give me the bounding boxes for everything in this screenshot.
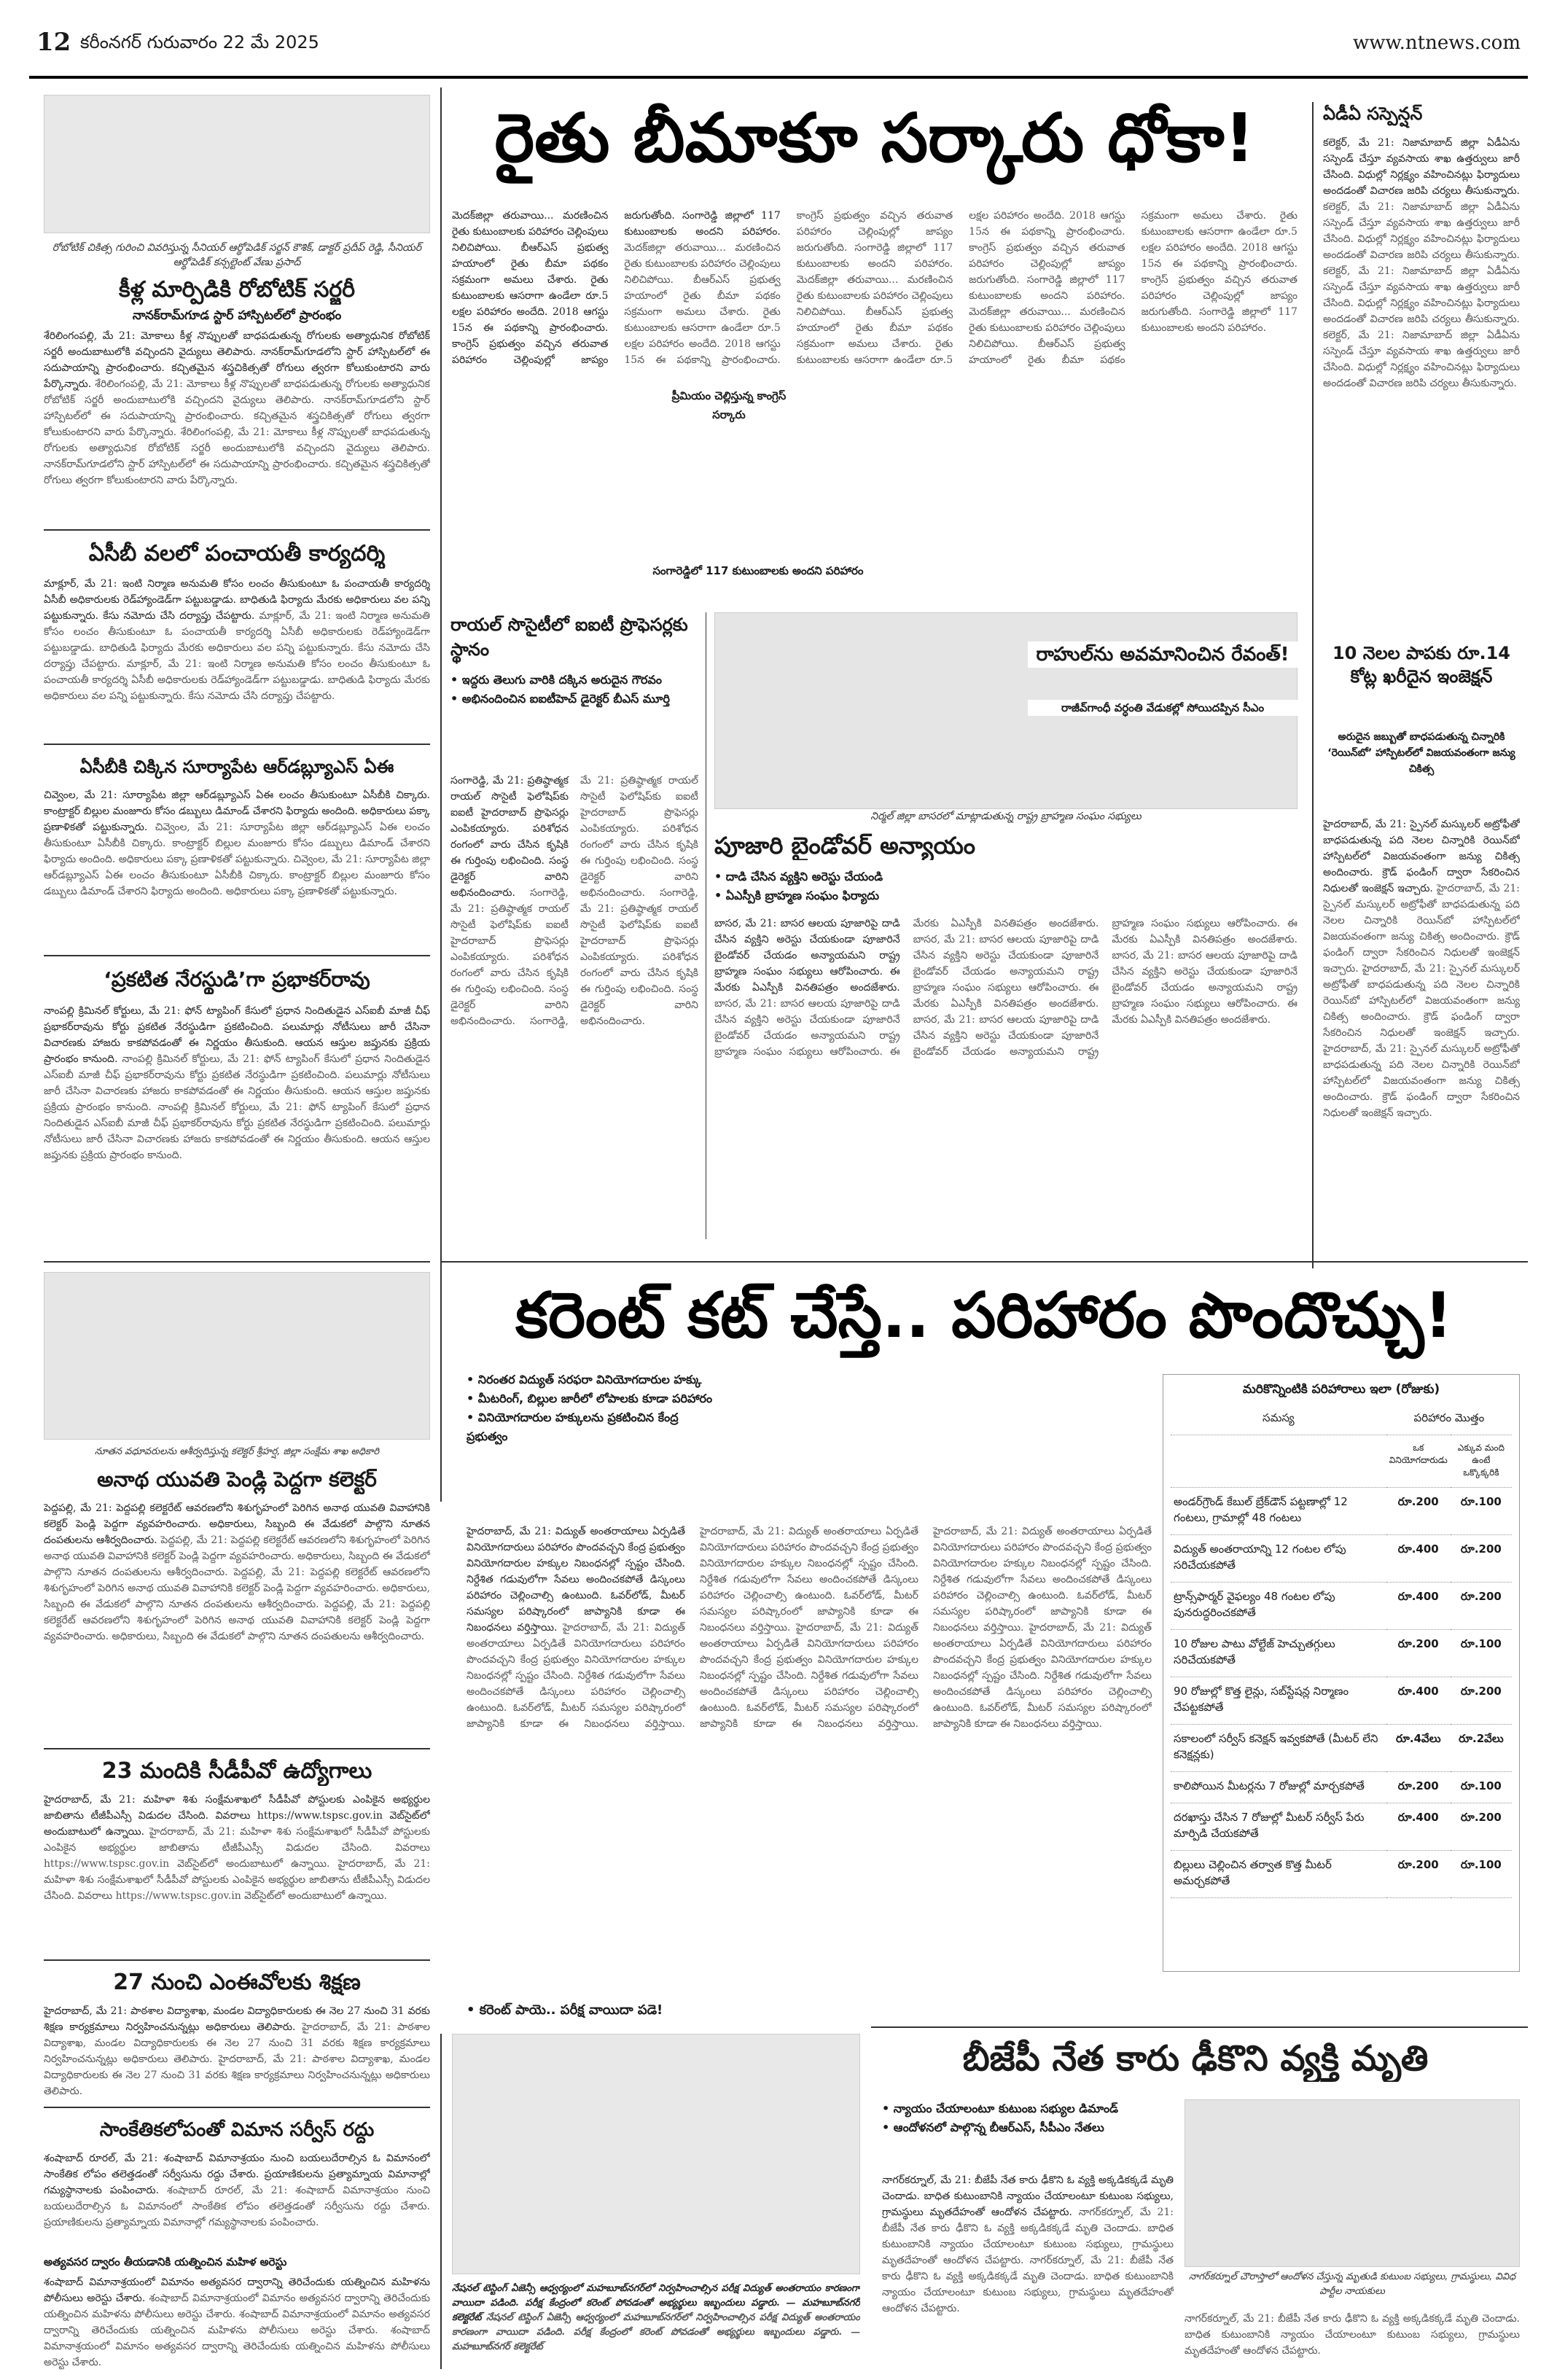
table-row: 10 రోజుల పాటు వోల్టేజ్ హెచ్చుతగ్గులు సరిచేయకపోతే రూ.200 రూ.100 xyxy=(1171,1630,1512,1677)
lead-story-body: మెదక్‌జిల్లా తరువాయి... మరణించిన రైతు కుటుంబాలకు పరిహారం చెల్లింపులు నిలిచిపోయి. బీఆర్‌ఎస్ ప్రభుత్వ హయాంలో రైతు బీమా పథకం సక్రమంగా అమలు చేశారు. రైతు కుటుంబాలకు ఆసరాగా ఉండేలా రూ.5 లక్షల పరిహారం అందేది. 2018 ఆగస్టు 15న ఈ పథకాన్ని ప్రారంభించారు. కాంగ్రెస్ ప్రభుత్వం వచ్చిన తరువాత పరిహారం చెల్లింపుల్లో జాప్యం జరుగుతోంది. సంగారెడ్డి జిల్లాలో 117 కుటుంబాలకు అందని పరిహారం. మెదక్‌జిల్లా తరువాయి... మరణించిన రైతు కుటుంబాలకు పరిహారం చెల్లింపులు నిలిచిపోయి. బీఆర్‌ఎస్ ప్రభుత్వ హయాంలో రైతు బీమా పథకం సక్రమంగా అమలు చేశారు. రైతు కుటుంబాలకు ఆసరాగా ఉండేలా రూ.5 లక్షల పరిహారం అందేది. 2018 ఆగస్టు 15న ఈ పథకాన్ని ప్రారంభించారు. కాంగ్రెస్ ప్రభుత్వం వచ్చిన తరువాత పరిహారం చెల్లింపుల్లో జాప్యం జరుగుతోంది. సంగారెడ్డి జిల్లాలో 117 కుటుంబాలకు అందని పరిహారం. మెదక్‌జిల్లా తరువాయి... మరణించిన రైతు కుటుంబాలకు పరిహారం చెల్లింపులు నిలిచిపోయి. బీఆర్‌ఎస్ ప్రభుత్వ హయాంలో రైతు బీమా పథకం సక్రమంగా అమలు చేశారు. రైతు కుటుంబాలకు ఆసరాగా ఉండేలా రూ.5 లక్షల పరిహారం అందేది. 2018 ఆగస్టు 15న ఈ పథకాన్ని ప్రారంభించారు. కాంగ్రెస్ ప్రభుత్వం వచ్చిన తరువాత పరిహారం చెల్లింపుల్లో జాప్యం జరుగుతోంది. సంగారెడ్డి జిల్లాలో 117 కుటుంబాలకు అందని పరిహారం. మెదక్‌జిల్లా తరువాయి... మరణించిన రైతు కుటుంబాలకు పరిహారం చెల్లింపులు నిలిచిపోయి. బీఆర్‌ఎస్ ప్రభుత్వ హయాంలో రైతు బీమా పథకం సక్రమంగా అమలు చేశారు. రైతు కుటుంబాలకు ఆసరాగా ఉండేలా రూ.5 లక్షల పరిహారం అందేది. 2018 ఆగస్టు 15న ఈ పథకాన్ని ప్రారంభించారు. కాంగ్రెస్ ప్రభుత్వం వచ్చిన తరువాత పరిహారం చెల్లింపుల్లో జాప్యం జరుగుతోంది. సంగారెడ్డి జిల్లాలో 117 కుటుంబాలకు అందని పరిహారం. xyxy=(452,210,1298,366)
adp-body: కలెక్టర్, మే 21: నిజామాబాద్ జిల్లా ఏడీఏను సస్పెండ్ చేస్తూ వ్యవసాయ శాఖ ఉత్తర్వులు జారీ చేసింది. విధుల్లో నిర్లక్ష్యం వహించినట్లు ఫిర్యాదులు అందడంతో విచారణ జరిపి చర్యలు తీసుకున్నారు. కలెక్టర్, మే 21: నిజామాబాద్ జిల్లా ఏడీఏను సస్పెండ్ చేస్తూ వ్యవసాయ శాఖ ఉత్తర్వులు జారీ చేసింది. విధుల్లో నిర్లక్ష్యం వహించినట్లు ఫిర్యాదులు అందడంతో విచారణ జరిపి చర్యలు తీసుకున్నారు. కలెక్టర్, మే 21: నిజామాబాద్ జిల్లా ఏడీఏను సస్పెండ్ చేస్తూ వ్యవసాయ శాఖ ఉత్తర్వులు జారీ చేసింది. విధుల్లో నిర్లక్ష్యం వహించినట్లు ఫిర్యాదులు అందడంతో విచారణ జరిపి చర్యలు తీసుకున్నారు. కలెక్టర్, మే 21: నిజామాబాద్ జిల్లా ఏడీఏను సస్పెండ్ చేస్తూ వ్యవసాయ శాఖ ఉత్తర్వులు జారీ చేసింది. విధుల్లో నిర్లక్ష్యం వహించినట్లు ఫిర్యాదులు అందడంతో విచారణ జరిపి చర్యలు తీసుకున్నారు. xyxy=(1323,137,1520,389)
pujari-bullet: • ఏఎస్పీకి బ్రాహ్మణ సంఘం ఫిర్యాదు xyxy=(714,886,1021,905)
lead-caption-bottom: సంగారెడ్డిలో 117 కుటుంబాలకు అందని పరిహారం xyxy=(612,561,904,580)
flight-subhead: అత్యవసర ద్వారం తీయడానికి యత్నించిన మహిళ అరెస్టు xyxy=(44,2255,287,2268)
bjp-bullet: • ఆందోళనలో పాల్గొన్న బీఆర్‌ఎస్, సీపీఎం నేతలు xyxy=(882,2118,1174,2137)
table-row: ట్రాన్స్‌ఫార్మర్ వైఫల్యం 48 గంటల లోపు పునరుద్ధరించకపోతే రూ.400 రూ.200 xyxy=(1171,1583,1512,1630)
pujari-bullet: • దాడి చేసిన వ్యక్తిని అరెస్టు చేయండి xyxy=(714,867,1021,886)
rule xyxy=(44,529,430,531)
masthead xyxy=(29,22,1528,73)
power-bullet: • మీటరింగ్, బిల్లుల జారీలో లోపాలకు కూడా పరిహారం xyxy=(467,1389,714,1408)
robotic-photo xyxy=(44,95,430,233)
wedding-body: పెద్దపల్లి, మే 21: పెద్దపల్లి కలెక్టరేట్ ఆవరణలోని శిశుగృహంలో పెరిగిన అనాథ యువతి వివాహానికి కలెక్టర్ పెండ్లి పెద్దగా వ్యవహరించారు. అధికారులు, సిబ్బంది ఈ వేడుకలో పాల్గొని నూతన దంపతులను ఆశీర్వదించారు. పెద్దపల్లి, మే 21: పెద్దపల్లి కలెక్టరేట్ ఆవరణలోని శిశుగృహంలో పెరిగిన అనాథ యువతి వివాహానికి కలెక్టర్ పెండ్లి పెద్దగా వ్యవహరించారు. అధికారులు, సిబ్బంది ఈ వేడుకలో పాల్గొని నూతన దంపతులను ఆశీర్వదించారు. పెద్దపల్లి, మే 21: పెద్దపల్లి కలెక్టరేట్ ఆవరణలోని శిశుగృహంలో పెరిగిన అనాథ యువతి వివాహానికి కలెక్టర్ పెండ్లి పెద్దగా వ్యవహరించారు. అధికారులు, సిబ్బంది ఈ వేడుకలో పాల్గొని నూతన దంపతులను ఆశీర్వదించారు. పెద్దపల్లి, మే 21: పెద్దపల్లి కలెక్టరేట్ ఆవరణలోని శిశుగృహంలో పెరిగిన అనాథ యువతి వివాహానికి కలెక్టర్ పెండ్లి పెద్దగా వ్యవహరించారు. అధికారులు, సిబ్బంది ఈ వేడుకలో పాల్గొని నూతన దంపతులను ఆశీర్వదించారు. xyxy=(44,1502,430,1642)
rule xyxy=(44,1748,430,1749)
date-line: కరీంనగర్ గురువారం 22 మే 2025 xyxy=(80,32,319,52)
rule xyxy=(44,744,430,745)
bjp-bullets xyxy=(882,2099,1174,2137)
flight-headline: సాంకేతికలోపంతో విమాన సర్వీస్ రద్దు xyxy=(99,2119,375,2141)
wedding-photo xyxy=(44,1272,430,1440)
flight-body: శంషాబాద్ రూరల్, మే 21: శంషాబాద్ విమానాశ్రయం నుంచి బయలుదేరాల్సిన ఓ విమానంలో సాంకేతిక లోపం తలెత్తడంతో సర్వీసును రద్దు చేశారు. ప్రయాణికులను ప్రత్యామ్నాయ విమానాల్లో గమ్యస్థానాలకు పంపించారు. శంషాబాద్ రూరల్, మే 21: శంషాబాద్ విమానాశ్రయం నుంచి బయలుదేరాల్సిన ఓ విమానంలో సాంకేతిక లోపం తలెత్తడంతో సర్వీసును రద్దు చేశారు. ప్రయాణికులను ప్రత్యామ్నాయ విమానాల్లో గమ్యస్థానాలకు పంపించారు. xyxy=(44,2153,430,2228)
column-header: ఒక వినియోగదారుడు xyxy=(1386,1435,1451,1488)
table-row: బిల్లులు చెల్లించిన తర్వాత కొత్త మీటర్ అమర్చకపోతే రూ.200 రూ.100 xyxy=(1171,1851,1512,1898)
acb1-headline: ఏసీబీ వలలో పంచాయతీ కార్యదర్శి xyxy=(88,541,386,566)
power-body: హైదరాబాద్, మే 21: విద్యుత్ అంతరాయాలు ఏర్పడితే వినియోగదారులు పరిహారం పొందవచ్చని కేంద్ర ప్రభుత్వం వినియోగదారుల హక్కుల నిబంధనల్లో స్పష్టం చేసింది. నిర్దేశిత గడువులోగా సేవలు అందించకపోతే డిస్కంలు పరిహారం చెల్లించాల్సి ఉంటుంది. ఓవర్‌లోడ్, మీటర్ సమస్యల పరిష్కారంలో జాప్యానికి కూడా ఈ నిబంధనలు వర్తిస్తాయి. హైదరాబాద్, మే 21: విద్యుత్ అంతరాయాలు ఏర్పడితే వినియోగదారులు పరిహారం పొందవచ్చని కేంద్ర ప్రభుత్వం వినియోగదారుల హక్కుల నిబంధనల్లో స్పష్టం చేసింది. నిర్దేశిత గడువులోగా సేవలు అందించకపోతే డిస్కంలు పరిహారం చెల్లించాల్సి ఉంటుంది. ఓవర్‌లోడ్, మీటర్ సమస్యల పరిష్కారంలో జాప్యానికి కూడా ఈ నిబంధనలు వర్తిస్తాయి. హైదరాబాద్, మే 21: విద్యుత్ అంతరాయాలు ఏర్పడితే వినియోగదారులు పరిహారం పొందవచ్చని కేంద్ర ప్రభుత్వం వినియోగదారుల హక్కుల నిబంధనల్లో స్పష్టం చేసింది. నిర్దేశిత గడువులోగా సేవలు అందించకపోతే డిస్కంలు పరిహారం చెల్లించాల్సి ఉంటుంది. ఓవర్‌లోడ్, మీటర్ సమస్యల పరిష్కారంలో జాప్యానికి కూడా ఈ నిబంధనలు వర్తిస్తాయి. హైదరాబాద్, మే 21: విద్యుత్ అంతరాయాలు ఏర్పడితే వినియోగదారులు పరిహారం పొందవచ్చని కేంద్ర ప్రభుత్వం వినియోగదారుల హక్కుల నిబంధనల్లో స్పష్టం చేసింది. నిర్దేశిత గడువులోగా సేవలు అందించకపోతే డిస్కంలు పరిహారం చెల్లించాల్సి ఉంటుంది. ఓవర్‌లోడ్, మీటర్ సమస్యల పరిష్కారంలో జాప్యానికి కూడా ఈ నిబంధనలు వర్తిస్తాయి. హైదరాబాద్, మే 21: విద్యుత్ అంతరాయాలు ఏర్పడితే వినియోగదారులు పరిహారం పొందవచ్చని కేంద్ర ప్రభుత్వం వినియోగదారుల హక్కుల నిబంధనల్లో స్పష్టం చేసింది. నిర్దేశిత గడువులోగా సేవలు అందించకపోతే డిస్కంలు పరిహారం చెల్లించాల్సి ఉంటుంది. ఓవర్‌లోడ్, మీటర్ సమస్యల పరిష్కారంలో జాప్యానికి కూడా ఈ నిబంధనలు వర్తిస్తాయి. హైదరాబాద్, మే 21: విద్యుత్ అంతరాయాలు ఏర్పడితే వినియోగదారులు పరిహారం పొందవచ్చని కేంద్ర ప్రభుత్వం వినియోగదారుల హక్కుల నిబంధనల్లో స్పష్టం చేసింది. నిర్దేశిత గడువులోగా సేవలు అందించకపోతే డిస్కంలు పరిహారం చెల్లించాల్సి ఉంటుంది. ఓవర్‌లోడ్, మీటర్ సమస్యల పరిష్కారంలో జాప్యానికి కూడా ఈ నిబంధనలు వర్తిస్తాయి. xyxy=(467,1526,1152,1730)
rule xyxy=(44,1261,430,1263)
pujari-photo-caption: నిర్మల్ జిల్లా బాసరలో మాట్లాడుతున్న రాష్ట్ర బ్రాహ్మణ సంఘం సభ్యులు xyxy=(870,811,1142,822)
power-bullet: • నిరంతర విద్యుత్ సరఫరా వినియోగదారుల హక్కు xyxy=(467,1370,714,1389)
society-body: సంగారెడ్డి, మే 21: ప్రతిష్ఠాత్మక రాయల్ సొసైటీ ఫెలోషిప్‌కు ఐఐటీ హైదరాబాద్ ప్రొఫెసర్లు ఎంపికయ్యారు. పరిశోధన రంగంలో వారు చేసిన కృషికి ఈ గుర్తింపు లభించింది. సంస్థ డైరెక్టర్ వారిని అభినందించారు. సంగారెడ్డి, మే 21: ప్రతిష్ఠాత్మక రాయల్ సొసైటీ ఫెలోషిప్‌కు ఐఐటీ హైదరాబాద్ ప్రొఫెసర్లు ఎంపికయ్యారు. పరిశోధన రంగంలో వారు చేసిన కృషికి ఈ గుర్తింపు లభించింది. సంస్థ డైరెక్టర్ వారిని అభినందించారు. సంగారెడ్డి, మే 21: ప్రతిష్ఠాత్మక రాయల్ సొసైటీ ఫెలోషిప్‌కు ఐఐటీ హైదరాబాద్ ప్రొఫెసర్లు ఎంపికయ్యారు. పరిశోధన రంగంలో వారు చేసిన కృషికి ఈ గుర్తింపు లభించింది. సంస్థ డైరెక్టర్ వారిని అభినందించారు. సంగారెడ్డి, మే 21: ప్రతిష్ఠాత్మక రాయల్ సొసైటీ ఫెలోషిప్‌కు ఐఐటీ హైదరాబాద్ ప్రొఫెసర్లు ఎంపికయ్యారు. పరిశోధన రంగంలో వారు చేసిన కృషికి ఈ గుర్తింపు లభించింది. సంస్థ డైరెక్టర్ వారిని అభినందించారు. xyxy=(450,775,698,1027)
bjp-body: నాగర్‌కర్నూల్, మే 21: బీజేపీ నేత కారు ఢీకొని ఓ వ్యక్తి అక్కడికక్కడే మృతి చెందాడు. బాధిత కుటుంబానికి న్యాయం చేయాలంటూ కుటుంబ సభ్యులు, గ్రామస్థులు మృతదేహంతో ఆందోళన చేపట్టారు. నాగర్‌కర్నూల్, మే 21: బీజేపీ నేత కారు ఢీకొని ఓ వ్యక్తి అక్కడికక్కడే మృతి చెందాడు. బాధిత కుటుంబానికి న్యాయం చేయాలంటూ కుటుంబ సభ్యులు, గ్రామస్థులు మృతదేహంతో ఆందోళన చేపట్టారు. నాగర్‌కర్నూల్, మే 21: బీజేపీ నేత కారు ఢీకొని ఓ వ్యక్తి అక్కడికక్కడే మృతి చెందాడు. బాధిత కుటుంబానికి న్యాయం చేయాలంటూ కుటుంబ సభ్యులు, గ్రామస్థులు మృతదేహంతో ఆందోళన చేపట్టారు. xyxy=(882,2174,1174,2314)
training-body: హైదరాబాద్, మే 21: పాఠశాల విద్యాశాఖ, మండల విద్యాధికారులకు ఈ నెల 27 నుంచి 31 వరకు శిక్షణ కార్యక్రమాలు నిర్వహించనున్నట్లు అధికారులు తెలిపారు. హైదరాబాద్, మే 21: పాఠశాల విద్యాశాఖ, మండల విద్యాధికారులకు ఈ నెల 27 నుంచి 31 వరకు శిక్షణ కార్యక్రమాలు నిర్వహించనున్నట్లు అధికారులు తెలిపారు. హైదరాబాద్, మే 21: పాఠశాల విద్యాశాఖ, మండల విద్యాధికారులకు ఈ నెల 27 నుంచి 31 వరకు శిక్షణ కార్యక్రమాలు నిర్వహించనున్నట్లు అధికారులు తెలిపారు. xyxy=(44,2005,430,2097)
cdpo-headline: 23 మందికి సీడీపీవో ఉద్యోగాలు xyxy=(101,1758,372,1784)
table-row: సకాలంలో సర్వీస్ కనెక్షన్ ఇవ్వకపోతే (మీటర్ లేని కనెక్షన్లకు) రూ.4వేలు రూ.2వేలు xyxy=(1171,1725,1512,1772)
adp-headline: ఏడీఏ సస్పెన్షన్ xyxy=(1323,104,1423,124)
exam-story-body: నేషనల్ టెస్టింగ్ ఏజెన్సీ ఆధ్వర్యంలో మహబూబ్‌నగర్‌లో నిర్వహించాల్సిన పరీక్ష విద్యుత్ అంతరాయం కారణంగా వాయిదా పడింది. పరీక్ష కేంద్రంలో కరెంట్ పోవడంతో అభ్యర్థులు ఇబ్బందులు పడ్డారు. — మహబూబ్‌నగర్ కలెక్టరేట్ నేషనల్ టెస్టింగ్ ఏజెన్సీ ఆధ్వర్యంలో మహబూబ్‌నగర్‌లో నిర్వహించాల్సిన పరీక్ష విద్యుత్ అంతరాయం కారణంగా వాయిదా పడింది. పరీక్ష కేంద్రంలో కరెంట్ పోవడంతో అభ్యర్థులు ఇబ్బందులు పడ్డారు. — మహబూబ్‌నగర్ కలెక్టరేట్ xyxy=(452,2283,860,2352)
bjp-body-continued: నాగర్‌కర్నూల్, మే 21: బీజేపీ నేత కారు ఢీకొని ఓ వ్యక్తి అక్కడికక్కడే మృతి చెందాడు. బాధిత కుటుంబానికి న్యాయం చేయాలంటూ కుటుంబ సభ్యులు, గ్రామస్థులు మృతదేహంతో ఆందోళన చేపట్టారు. xyxy=(1185,2313,1520,2357)
acb2-body: చివ్వెంల, మే 21: సూర్యాపేట జిల్లా ఆర్‌డబ్ల్యూఎస్ ఏఈ లంచం తీసుకుంటూ ఏసీబీకి చిక్కారు. కాంట్రాక్టర్ బిల్లుల మంజూరు కోసం డబ్బులు డిమాండ్ చేశారని ఫిర్యాదు అందింది. అధికారులు పక్కా ప్రణాళికతో పట్టుకున్నారు. చివ్వెంల, మే 21: సూర్యాపేట జిల్లా ఆర్‌డబ్ల్యూఎస్ ఏఈ లంచం తీసుకుంటూ ఏసీబీకి చిక్కారు. కాంట్రాక్టర్ బిల్లుల మంజూరు కోసం డబ్బులు డిమాండ్ చేశారని ఫిర్యాదు అందింది. అధికారులు పక్కా ప్రణాళికతో పట్టుకున్నారు. చివ్వెంల, మే 21: సూర్యాపేట జిల్లా ఆర్‌డబ్ల్యూఎస్ ఏఈ లంచం తీసుకుంటూ ఏసీబీకి చిక్కారు. కాంట్రాక్టర్ బిల్లుల మంజూరు కోసం డబ్బులు డిమాండ్ చేశారని ఫిర్యాదు అందింది. అధికారులు పక్కా ప్రణాళికతో పట్టుకున్నారు. xyxy=(44,789,430,897)
society-bullets xyxy=(450,671,698,709)
bjp-bullet: • న్యాయం చేయాలంటూ కుటుంబ సభ్యుల డిమాండ్ xyxy=(882,2099,1174,2118)
acb2-headline: ఏసీబీకి చిక్కిన సూర్యాపేట ఆర్‌డబ్ల్యూఎస్ ఏఈ xyxy=(79,757,394,777)
table-row: 90 రోజుల్లో కొత్త లైన్లు, సబ్‌స్టేషన్ల నిర్మాణం చేపట్టకపోతే రూ.400 రూ.200 xyxy=(1171,1677,1512,1725)
training-headline: 27 నుంచి ఎంఈవోలకు శిక్షణ xyxy=(113,1970,361,1995)
power-footer-note: • కరెంట్ పాయె.. పరీక్ష వాయిదా పడె! xyxy=(467,2001,1123,2020)
robotic-headline: కీళ్ల మార్పిడికి రోబోటిక్ సర్జరీ xyxy=(118,277,356,303)
column-header: సమస్య xyxy=(1171,1404,1386,1435)
pujari-bullets xyxy=(714,867,1021,905)
table-row: దరఖాస్తు చేసిన 7 రోజుల్లో మీటర్ సర్వీస్ పేరు మార్పిడి చేయకపోతే రూ.400 రూ.200 xyxy=(1171,1803,1512,1851)
table-header-row xyxy=(1171,1404,1512,1435)
prabhakar-body: నాంపల్లి క్రిమినల్ కోర్టులు, మే 21: ఫోన్ ట్యాపింగ్ కేసులో ప్రధాన నిందితుడైన ఎస్‌ఐబీ మాజీ చీఫ్ ప్రభాకర్‌రావును కోర్టు ప్రకటిత నేరస్థుడిగా ప్రకటించింది. పలుమార్లు నోటీసులు జారీ చేసినా విచారణకు హాజరు కాకపోవడంతో ఈ నిర్ణయం తీసుకుంది. ఆయన ఆస్తుల జప్తునకు ప్రక్రియ ప్రారంభం కానుంది. నాంపల్లి క్రిమినల్ కోర్టులు, మే 21: ఫోన్ ట్యాపింగ్ కేసులో ప్రధాన నిందితుడైన ఎస్‌ఐబీ మాజీ చీఫ్ ప్రభాకర్‌రావును కోర్టు ప్రకటిత నేరస్థుడిగా ప్రకటించింది. పలుమార్లు నోటీసులు జారీ చేసినా విచారణకు హాజరు కాకపోవడంతో ఈ నిర్ణయం తీసుకుంది. ఆయన ఆస్తుల జప్తునకు ప్రక్రియ ప్రారంభం కానుంది. నాంపల్లి క్రిమినల్ కోర్టులు, మే 21: ఫోన్ ట్యాపింగ్ కేసులో ప్రధాన నిందితుడైన ఎస్‌ఐబీ మాజీ చీఫ్ ప్రభాకర్‌రావును కోర్టు ప్రకటిత నేరస్థుడిగా ప్రకటించింది. పలుమార్లు నోటీసులు జారీ చేసినా విచారణకు హాజరు కాకపోవడంతో ఈ నిర్ణయం తీసుకుంది. ఆయన ఆస్తుల జప్తునకు ప్రక్రియ ప్రారంభం కానుంది. xyxy=(44,1005,430,1161)
website-url: www.ntnews.com xyxy=(1352,32,1521,54)
section-rule xyxy=(440,1261,1528,1263)
remedies-table-box xyxy=(1163,1374,1520,1972)
robotic-body: శేరిలింగంపల్లి, మే 21: మోకాలు కీళ్ల నొప్పులతో బాధపడుతున్న రోగులకు అత్యాధునిక రోబోటిక్ సర్జరీ అందుబాటులోకి వచ్చిందని వైద్యులు తెలిపారు. నానక్‌రామ్‌గూడలోని స్టార్ హాస్పిటల్‌లో ఈ సదుపాయాన్ని ప్రారంభించారు. కచ్చితమైన శస్త్రచికిత్సతో రోగులు త్వరగా కోలుకుంటారని వారు పేర్కొన్నారు. శేరిలింగంపల్లి, మే 21: మోకాలు కీళ్ల నొప్పులతో బాధపడుతున్న రోగులకు అత్యాధునిక రోబోటిక్ సర్జరీ అందుబాటులోకి వచ్చిందని వైద్యులు తెలిపారు. నానక్‌రామ్‌గూడలోని స్టార్ హాస్పిటల్‌లో ఈ సదుపాయాన్ని ప్రారంభించారు. కచ్చితమైన శస్త్రచికిత్సతో రోగులు త్వరగా కోలుకుంటారని వారు పేర్కొన్నారు. శేరిలింగంపల్లి, మే 21: మోకాలు కీళ్ల నొప్పులతో బాధపడుతున్న రోగులకు అత్యాధునిక రోబోటిక్ సర్జరీ అందుబాటులోకి వచ్చిందని వైద్యులు తెలిపారు. నానక్‌రామ్‌గూడలోని స్టార్ హాస్పిటల్‌లో ఈ సదుపాయాన్ని ప్రారంభించారు. కచ్చితమైన శస్త్రచికిత్సతో రోగులు త్వరగా కోలుకుంటారని వారు పేర్కొన్నారు. xyxy=(44,330,430,486)
lead-caption-mid: ప్రీమియం చెల్లిస్తున్న కాంగ్రెస్ సర్కారు xyxy=(656,386,802,424)
table-row: అండర్‌గ్రౌండ్ కేబుల్ బ్రేక్‌డౌన్ పట్టణాల్లో 12 గంటలు, గ్రామాల్లో 48 గంటలు రూ.200 రూ.100 xyxy=(1171,1488,1512,1535)
column-divider xyxy=(440,2034,442,2369)
pujari-headline: పూజారి బైండోవర్ అన్యాయం xyxy=(714,832,975,859)
masthead-rule xyxy=(29,76,1528,79)
society-bullet: • ఇద్దరు తెలుగు వారికి దక్కిన అరుదైన గౌరవం xyxy=(450,671,698,690)
bjp-caption: నాగర్‌కర్నూల్ చౌరాస్తాలో ఆందోళన చేస్తున్న మృతుడి కుటుంబ సభ్యులు, గ్రామస్థులు, వివిధ పార్టీల నాయకులు xyxy=(1188,2271,1516,2297)
cdpo-body: హైదరాబాద్, మే 21: మహిళా శిశు సంక్షేమశాఖలో సీడీపీవో పోస్టులకు ఎంపికైన అభ్యర్థుల జాబితాను టీజీపీఎస్సీ విడుదల చేసింది. వివరాలు https://www.tspsc.gov.in వెబ్‌సైట్‌లో అందుబాటులో ఉన్నాయి. హైదరాబాద్, మే 21: మహిళా శిశు సంక్షేమశాఖలో సీడీపీవో పోస్టులకు ఎంపికైన అభ్యర్థుల జాబితాను టీజీపీఎస్సీ విడుదల చేసింది. వివరాలు https://www.tspsc.gov.in వెబ్‌సైట్‌లో అందుబాటులో ఉన్నాయి. హైదరాబాద్, మే 21: మహిళా శిశు సంక్షేమశాఖలో సీడీపీవో పోస్టులకు ఎంపికైన అభ్యర్థుల జాబితాను టీజీపీఎస్సీ విడుదల చేసింది. వివరాలు https://www.tspsc.gov.in వెబ్‌సైట్‌లో అందుబాటులో ఉన్నాయి. xyxy=(44,1794,430,1902)
exam-photo xyxy=(452,2034,860,2274)
injection-subhead: అరుదైన జబ్బుతో బాధపడుతున్న చిన్నారికి ‘రెయిన్‌బో’ హాస్పిటల్‌లో విజయవంతంగా జన్యు చికిత్స xyxy=(1327,731,1515,775)
rule xyxy=(44,1959,430,1961)
page-number: 12 xyxy=(36,28,71,57)
power-bullets xyxy=(467,1370,714,1446)
injection-body: హైదరాబాద్, మే 21: స్పైనల్ మస్కులర్ అట్రోఫీతో బాధపడుతున్న పది నెలల చిన్నారికి రెయిన్‌బో హాస్పిటల్‌లో విజయవంతంగా జన్యు చికిత్స అందించారు. క్రౌడ్ ఫండింగ్ ద్వారా సేకరించిన నిధులతో ఇంజెక్షన్ ఇచ్చారు. హైదరాబాద్, మే 21: స్పైనల్ మస్కులర్ అట్రోఫీతో బాధపడుతున్న పది నెలల చిన్నారికి రెయిన్‌బో హాస్పిటల్‌లో విజయవంతంగా జన్యు చికిత్స అందించారు. క్రౌడ్ ఫండింగ్ ద్వారా సేకరించిన నిధులతో ఇంజెక్షన్ ఇచ్చారు. హైదరాబాద్, మే 21: స్పైనల్ మస్కులర్ అట్రోఫీతో బాధపడుతున్న పది నెలల చిన్నారికి రెయిన్‌బో హాస్పిటల్‌లో విజయవంతంగా జన్యు చికిత్స అందించారు. క్రౌడ్ ఫండింగ్ ద్వారా సేకరించిన నిధులతో ఇంజెక్షన్ ఇచ్చారు. హైదరాబాద్, మే 21: స్పైనల్ మస్కులర్ అట్రోఫీతో బాధపడుతున్న పది నెలల చిన్నారికి రెయిన్‌బో హాస్పిటల్‌లో విజయవంతంగా జన్యు చికిత్స అందించారు. క్రౌడ్ ఫండింగ్ ద్వారా సేకరించిన నిధులతో ఇంజెక్షన్ ఇచ్చారు. xyxy=(1323,819,1520,1119)
injection-headline: 10 నెలల పాపకు రూ.14 కోట్ల ఖరీదైన ఇంజెక్షన్ xyxy=(1332,643,1511,687)
remedies-title: మరికొన్నింటికి పరిహారాలు ఇలా (రోజుకు) xyxy=(1242,1382,1440,1397)
table-row: విద్యుత్ అంతరాయాన్ని 12 గంటల లోపు సరిచేయకపోతే రూ.400 రూ.200 xyxy=(1171,1535,1512,1583)
rahul-subhead: రాజీవ్‌గాంధీ వర్ధంతి వేడుకల్లో సోయిదప్పిన సీఎం xyxy=(1028,700,1298,716)
lead-headline: రైతు బీమాకూ సర్కారు ధోకా! xyxy=(494,99,1255,177)
rule xyxy=(44,955,430,956)
flight-body-2: శంషాబాద్ విమానాశ్రయంలో విమానం అత్యవసర ద్వారాన్ని తెరిచేందుకు యత్నించిన మహిళను పోలీసులు అరెస్టు చేశారు. శంషాబాద్ విమానాశ్రయంలో విమానం అత్యవసర ద్వారాన్ని తెరిచేందుకు యత్నించిన మహిళను పోలీసులు అరెస్టు చేశారు. శంషాబాద్ విమానాశ్రయంలో విమానం అత్యవసర ద్వారాన్ని తెరిచేందుకు యత్నించిన మహిళను పోలీసులు అరెస్టు చేశారు. శంషాబాద్ విమానాశ్రయంలో విమానం అత్యవసర ద్వారాన్ని తెరిచేందుకు యత్నించిన మహిళను పోలీసులు అరెస్టు చేశారు. xyxy=(44,2276,430,2368)
power-headline: కరెంట్ కట్ చేస్తే.. పరిహారం పొందొచ్చు! xyxy=(515,1279,1453,1352)
society-headline: రాయల్ సొసైటీలో ఐఐటీ ప్రొఫెసర్లకు స్థానం xyxy=(450,614,688,660)
remedies-table xyxy=(1171,1404,1512,1898)
rahul-headline: రాహుల్‌ను అవమానించిన రేవంత్! xyxy=(1028,641,1298,668)
society-bullet: • అభినందించిన ఐఐటీహెచ్ డైరెక్టర్ బీఎస్ మూర్తి xyxy=(450,690,698,709)
bjp-headline: బీజేపీ నేత కారు ఢీకొని వ్యక్తి మృతి xyxy=(962,2038,1429,2079)
column-divider-right xyxy=(1312,102,1314,1268)
acb1-body: మాక్లూర్, మే 21: ఇంటి నిర్మాణ అనుమతి కోసం లంచం తీసుకుంటూ ఓ పంచాయతీ కార్యదర్శి ఏసీబీ అధికారులకు రెడ్‌హ్యాండెడ్‌గా పట్టుబడ్డాడు. బాధితుడి ఫిర్యాదు మేరకు అధికారులు వల పన్ని పట్టుకున్నారు. కేసు నమోదు చేసి దర్యాప్తు చేపట్టారు. మాక్లూర్, మే 21: ఇంటి నిర్మాణ అనుమతి కోసం లంచం తీసుకుంటూ ఓ పంచాయతీ కార్యదర్శి ఏసీబీ అధికారులకు రెడ్‌హ్యాండెడ్‌గా పట్టుబడ్డాడు. బాధితుడి ఫిర్యాదు మేరకు అధికారులు వల పన్ని పట్టుకున్నారు. కేసు నమోదు చేసి దర్యాప్తు చేపట్టారు. మాక్లూర్, మే 21: ఇంటి నిర్మాణ అనుమతి కోసం లంచం తీసుకుంటూ ఓ పంచాయతీ కార్యదర్శి ఏసీబీ అధికారులకు రెడ్‌హ్యాండెడ్‌గా పట్టుబడ్డాడు. బాధితుడి ఫిర్యాదు మేరకు అధికారులు వల పన్ని పట్టుకున్నారు. కేసు నమోదు చేసి దర్యాప్తు చేపట్టారు. xyxy=(44,578,430,702)
rule xyxy=(871,2026,1528,2028)
column-divider-left xyxy=(440,87,442,1502)
wedding-headline: అనాథ యువతి పెండ్లి పెద్దగా కలెక్టర్ xyxy=(97,1467,377,1491)
wedding-caption: నూతన వధూవరులను ఆశీర్వదిస్తున్న కలెక్టర్ శ్రీహర్ష, జిల్లా సంక్షేమ శాఖ అధికారి xyxy=(94,1446,380,1457)
rule xyxy=(44,2107,430,2108)
robotic-subhead: నానక్‌రామ్‌గూడ స్టార్ హాస్పిటల్‌లో ప్రారంభం xyxy=(132,308,342,323)
prabhakar-headline: ‘ప్రకటిత నేరస్థుడి’గా ప్రభాకర్‌రావు xyxy=(104,967,370,991)
column-header: ఎక్కువ మంది ఉంటే ఒక్కొక్కరికి xyxy=(1451,1435,1512,1488)
power-bullet: • వినియోగదారుల హక్కులను ప్రకటించిన కేంద్ర ప్రభుత్వం xyxy=(467,1408,714,1446)
pujari-body: బాసర, మే 21: బాసర ఆలయ పూజారిపై దాడి చేసిన వ్యక్తిని అరెస్టు చేయకుండా పూజారినే బైండోవర్ చేయడం అన్యాయమని రాష్ట్ర బ్రాహ్మణ సంఘం సభ్యులు ఆరోపించారు. ఈ మేరకు ఏఎస్పీకి వినతిపత్రం అందజేశారు. బాసర, మే 21: బాసర ఆలయ పూజారిపై దాడి చేసిన వ్యక్తిని అరెస్టు చేయకుండా పూజారినే బైండోవర్ చేయడం అన్యాయమని రాష్ట్ర బ్రాహ్మణ సంఘం సభ్యులు ఆరోపించారు. ఈ మేరకు ఏఎస్పీకి వినతిపత్రం అందజేశారు. బాసర, మే 21: బాసర ఆలయ పూజారిపై దాడి చేసిన వ్యక్తిని అరెస్టు చేయకుండా పూజారినే బైండోవర్ చేయడం అన్యాయమని రాష్ట్ర బ్రాహ్మణ సంఘం సభ్యులు ఆరోపించారు. ఈ మేరకు ఏఎస్పీకి వినతిపత్రం అందజేశారు. బాసర, మే 21: బాసర ఆలయ పూజారిపై దాడి చేసిన వ్యక్తిని అరెస్టు చేయకుండా పూజారినే బైండోవర్ చేయడం అన్యాయమని రాష్ట్ర బ్రాహ్మణ సంఘం సభ్యులు ఆరోపించారు. ఈ మేరకు ఏఎస్పీకి వినతిపత్రం అందజేశారు. బాసర, మే 21: బాసర ఆలయ పూజారిపై దాడి చేసిన వ్యక్తిని అరెస్టు చేయకుండా పూజారినే బైండోవర్ చేయడం అన్యాయమని రాష్ట్ర బ్రాహ్మణ సంఘం సభ్యులు ఆరోపించారు. ఈ మేరకు ఏఎస్పీకి వినతిపత్రం అందజేశారు. xyxy=(714,918,1298,1058)
table-row: కాలిపోయిన మీటర్లను 7 రోజుల్లో మార్చకపోతే రూ.200 రూ.100 xyxy=(1171,1772,1512,1803)
column-header: పరిహారం మొత్తం xyxy=(1386,1404,1512,1435)
table-header-row xyxy=(1171,1435,1512,1488)
bjp-photo xyxy=(1185,2099,1520,2267)
robotic-caption: రోబోటిక్ చికిత్స గురించి వివరిస్తున్న సీనియర్ ఆర్థోపెడిక్ సర్జన్ కౌశిక్, డాక్టర్ ప్రదీప్ రెడ్డి, సీనియర్ ఆర్థోపెడిక్ కన్సల్టెంట్ వేణు ప్రసాద్ xyxy=(52,242,422,268)
